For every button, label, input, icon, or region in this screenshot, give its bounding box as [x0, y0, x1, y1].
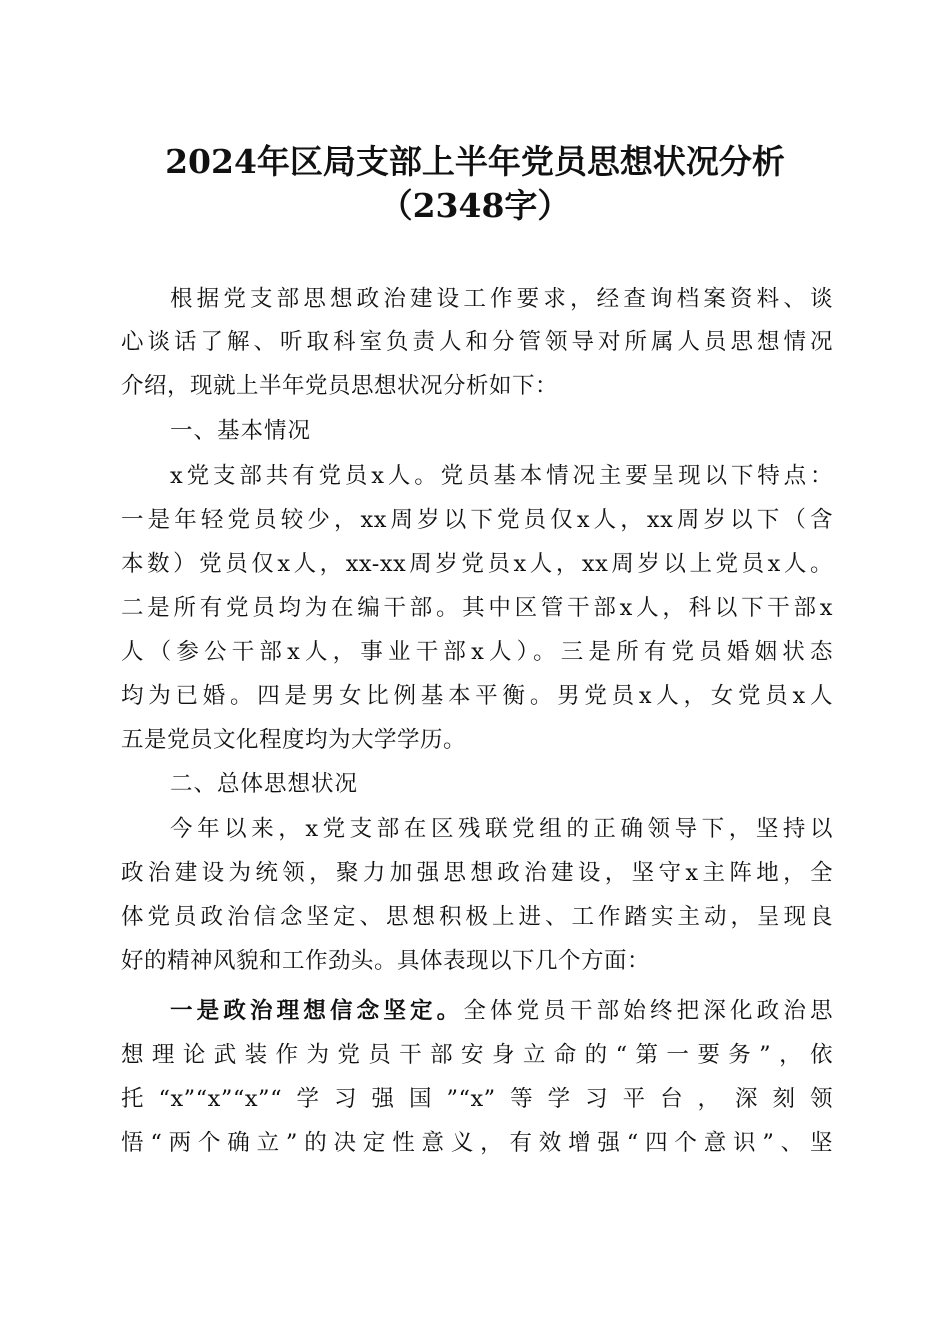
section-2-line-2: 政治建设为统领，聚力加强思想政治建设，坚守x主阵地，全 [121, 860, 833, 886]
section-1-line-3: 本数）党员仅x人，xx-xx周岁党员x人，xx周岁以上党员x人。 [121, 551, 833, 577]
intro-line-1: 根据党支部思想政治建设工作要求，经查询档案资料、谈 [170, 286, 833, 312]
section-2-line-3: 体党员政治信念坚定、思想积极上进、工作踏实主动，呈现良 [121, 904, 833, 930]
section-1-line-4: 二是所有党员均为在编干部。其中区管干部x人，科以下干部x [121, 595, 833, 621]
point-1-line-2: 想理论武装作为党员干部安身立命的“第一要务”，依 [121, 1042, 833, 1068]
section-1-line-1: x党支部共有党员x人。党员基本情况主要呈现以下特点： [170, 463, 833, 489]
section-1-line-2: 一是年轻党员较少，xx周岁以下党员仅x人，xx周岁以下（含 [121, 507, 833, 533]
section-1-line-7: 五是党员文化程度均为大学学历。 [121, 727, 467, 753]
section-2-heading: 二、总体思想状况 [170, 771, 359, 797]
section-1-heading: 一、基本情况 [170, 418, 312, 444]
section-2-line-4: 好的精神风貌和工作劲头。具体表现以下几个方面： [121, 948, 651, 974]
document-title: 2024年区局支部上半年党员思想状况分析 [165, 142, 785, 181]
intro-line-3: 介绍，现就上半年党员思想状况分析如下： [121, 373, 559, 399]
section-1-line-5: 人（参公干部x人，事业干部x人）。三是所有党员婚姻状态 [121, 639, 833, 665]
point-1-line-3: 托“x”“x”“x”“学习强国”“x”等学习平台，深刻领 [121, 1086, 833, 1112]
document-word-count: （2348字） [379, 186, 571, 225]
point-1-line-1 [170, 996, 833, 1026]
point-1-lead: 一是政治理想信念坚定。 [170, 998, 464, 1024]
intro-line-2: 心谈话了解、听取科室负责人和分管领导对所属人员思想情况 [121, 329, 833, 355]
section-2-line-1: 今年以来，x党支部在区残联党组的正确领导下，坚持以 [170, 816, 833, 842]
point-1-first-rest: 全体党员干部始终把深化政治思 [463, 998, 833, 1024]
section-1-line-6: 均为已婚。四是男女比例基本平衡。男党员x人，女党员x人 [121, 683, 833, 709]
point-1-line-4: 悟“两个确立”的决定性意义，有效增强“四个意识”、坚 [121, 1130, 833, 1156]
